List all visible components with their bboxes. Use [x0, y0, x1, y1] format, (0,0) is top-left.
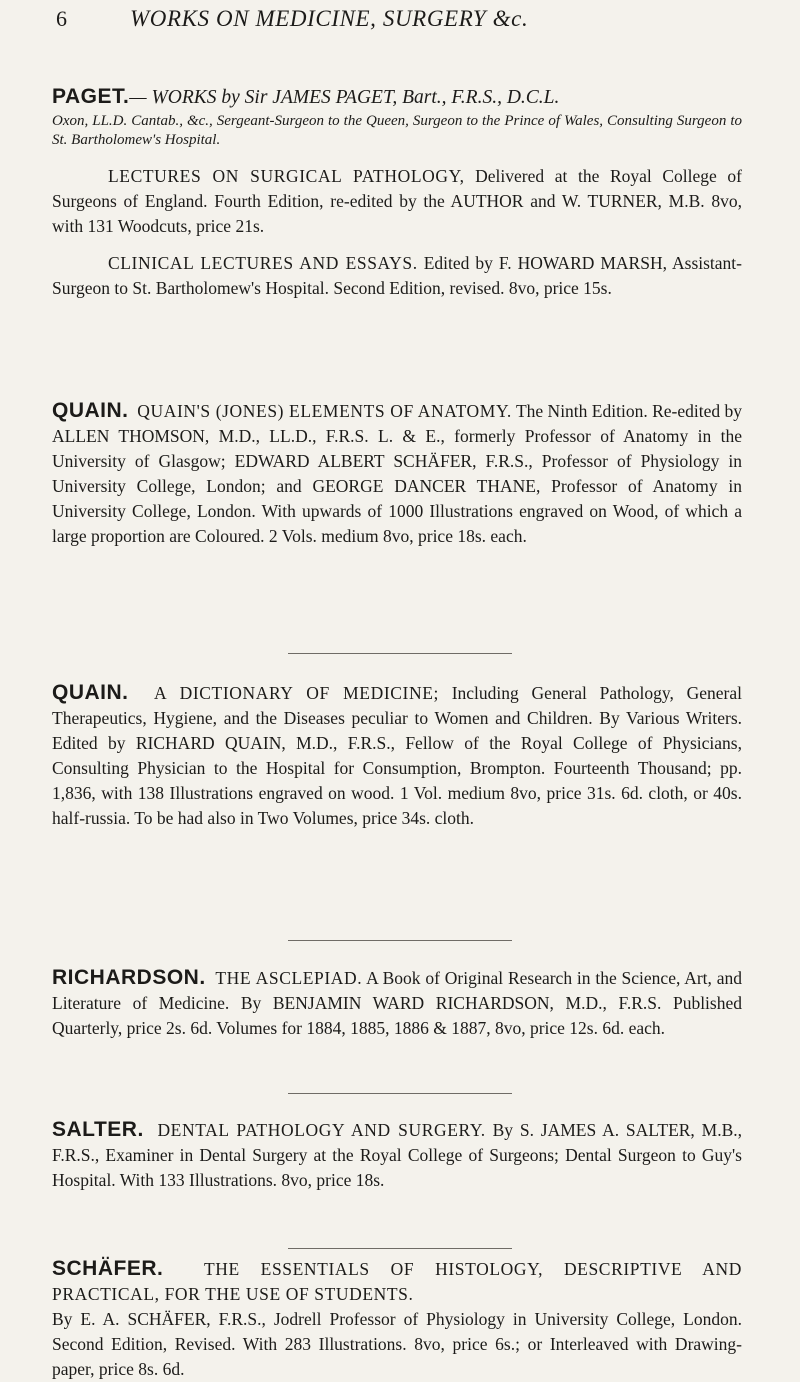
entry-paget — [52, 84, 742, 301]
divider — [288, 1248, 512, 1249]
entry-schafer — [52, 1256, 742, 1382]
divider — [288, 940, 512, 941]
work-item — [52, 965, 742, 1041]
catchword: QUAIN. — [52, 681, 129, 704]
work-item — [52, 680, 742, 831]
author-heading: — WORKS by Sir JAMES PAGET, Bart., F.R.S., D.C.L. — [129, 87, 560, 108]
work-title: THE ESSENTIALS OF HISTOLOGY, DESCRIPTIVE AND PRACTICAL, FOR THE USE OF STUDENTS. — [52, 1259, 742, 1304]
page-number: 6 — [56, 6, 67, 31]
author-description: Oxon, LL.D. Cantab., &c., Sergeant-Surgeon to the Queen, Surgeon to the Prince of Wales, Consulting Surgeon to St. Bartholomew's Hospital. — [52, 113, 742, 148]
work-title: CLINICAL LECTURES AND ESSAYS. — [108, 253, 418, 273]
work-item — [52, 1256, 742, 1307]
work-description: The Ninth Edition. Re-edited by ALLEN THOMSON, M.D., LL.D., F.R.S. L. & E., formerly Professor of Anatomy in the University of Glasgow; EDWARD ALBERT SCHÄFER, F.R.S., Professor of Physiology in University College, London; and GEORGE DANCER THANE, Professor of Anatomy in University College, London. With upwards of 1000 Illustrations engraved on Wood, of which a large proportion are Coloured. 2 Vols. medium 8vo, price 18s. each. — [52, 401, 742, 546]
work-description: Delivered at the Royal College of Surgeons of England. Fourth Edition, re-edited by the AUTHOR and W. TURNER, M.B. 8vo, with 131 Woodcuts, price 21s. — [52, 166, 742, 236]
work-description: Including General Pathology, General Therapeutics, Hygiene, and the Diseases peculiar to Women and Children. By Various Writers. Edited by RICHARD QUAIN, M.D., F.R.S., Fellow of the Royal College of Physicians, Consulting Physician to the Hospital for Consumption, Brompton. Fourteenth Thousand; pp. 1,836, with 138 Illustrations engraved on wood. 1 Vol. medium 8vo, price 31s. 6d. cloth, or 40s. half-russia. To be had also in Two Volumes, price 34s. cloth. — [52, 683, 743, 828]
work-item — [52, 398, 742, 549]
work-title: A DICTIONARY OF MEDICINE; — [154, 683, 439, 703]
catchword: PAGET. — [52, 85, 130, 108]
work-item — [52, 164, 742, 239]
work-description: Edited by F. HOWARD MARSH, Assistant-Surgeon to St. Bartholomew's Hospital. Second Edition, revised. 8vo, price 15s. — [52, 253, 743, 298]
work-title: DENTAL PATHOLOGY AND SURGERY. — [157, 1120, 486, 1140]
entry-richardson — [52, 965, 742, 1041]
work-item — [52, 1117, 742, 1193]
entry-quain-anatomy — [52, 398, 742, 549]
divider — [288, 653, 512, 654]
divider — [288, 1093, 512, 1094]
catchword: QUAIN. — [52, 399, 129, 422]
catchword: RICHARDSON. — [52, 966, 206, 989]
running-title: WORKS ON MEDICINE, SURGERY &c. — [130, 6, 529, 31]
work-description: A Book of Original Research in the Science, Art, and Literature of Medicine. By BENJAMIN WARD RICHARDSON, M.D., F.R.S. Published Quarterly, price 2s. 6d. Volumes for 1884, 1885, 1886 & 1887, 8vo, price 12s. 6d. each. — [52, 968, 742, 1038]
entry-quain-dictionary — [52, 680, 742, 831]
entry-salter — [52, 1117, 742, 1193]
work-title: THE ASCLEPIAD. — [215, 968, 363, 988]
work-title: QUAIN'S (JONES) ELEMENTS OF ANATOMY. — [137, 401, 512, 421]
work-title: LECTURES ON SURGICAL PATHOLOGY, — [108, 166, 465, 186]
work-description: By E. A. SCHÄFER, F.R.S., Jodrell Professor of Physiology in University College, London. Second Edition, Revised. With 283 Illustrations. 8vo, price 6s.; or Interleaved with Drawing-paper, price 8s. 6d. — [52, 1309, 742, 1379]
paget-heading — [52, 84, 742, 110]
running-head — [0, 6, 800, 66]
work-item — [52, 251, 742, 301]
work-description: By S. JAMES A. SALTER, M.B., F.R.S., Examiner in Dental Surgery at the Royal College of Surgeons; Dental Surgeon to Guy's Hospital. With 133 Illustrations. 8vo, price 18s. — [52, 1120, 742, 1190]
catchword: SALTER. — [52, 1118, 144, 1141]
catchword: SCHÄFER. — [52, 1257, 164, 1280]
